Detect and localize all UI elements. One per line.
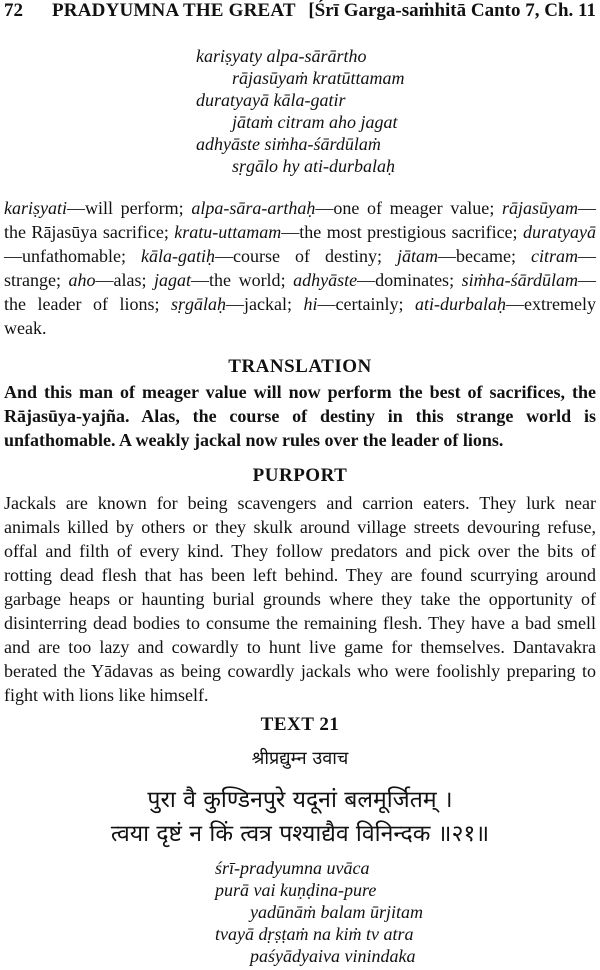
synonym-term: kāla-gatiḥ <box>140 246 215 266</box>
synonym-meaning: dominates <box>375 270 450 290</box>
speaker-line-devanagari: श्रीप्रद्युम्न उवाच <box>251 748 349 769</box>
book-title: PRADYUMNA THE GREAT <box>52 0 296 21</box>
synonym-meaning: alas <box>113 270 142 290</box>
synonym-term: hi <box>303 294 318 314</box>
synonym-meaning: course of destiny <box>232 246 377 266</box>
synonym-term: siṁha-śārdūlam <box>461 270 578 290</box>
synonym-term: citram <box>530 246 578 266</box>
verse-line: purā vai kuṇḍina-pure <box>215 880 377 900</box>
synonym-term: sṛgālaḥ <box>170 294 226 314</box>
synonym-meaning: will perform <box>85 198 179 218</box>
synonym-term: jagat <box>154 270 192 290</box>
verse-line: yadūnāṁ balam ūrjitam <box>250 902 423 922</box>
translation-text: And this man of meager value will now perform the best of sacrifices, the Rājasūya-yajña. Alas, the course of destiny in this strange world is unfathomable. A weakly jackal now rules over the leader of lions. <box>4 382 596 450</box>
verse-line: sṛgālo hy ati-durbalaḥ <box>232 156 396 176</box>
synonym-meaning: the leader of lions <box>4 294 155 314</box>
verse-line: śrī-pradyumna uvāca <box>215 858 370 878</box>
synonym-term: jātam <box>396 246 438 266</box>
synonym-meaning: the world <box>209 270 281 290</box>
synonym-meaning: the most prestigious sacrifice <box>299 222 513 242</box>
synonym-meaning: the Rājasūya sacrifice <box>4 222 164 242</box>
synonym-term: aho <box>68 270 96 290</box>
synonym-meaning: extremely weak <box>4 294 596 338</box>
running-header <box>4 0 596 26</box>
synonym-term: kariṣyati <box>4 198 67 218</box>
translation-heading: TRANSLATION <box>228 356 372 377</box>
text-number-heading: TEXT 21 <box>260 714 340 735</box>
synonym-meaning: unfathomable <box>22 246 121 266</box>
verse-line: kariṣyaty alpa-sārārtho <box>196 46 367 66</box>
verse-line: paśyādyaiva vinindaka <box>250 946 416 966</box>
devanagari-line: त्वया दृष्टं न किं त्वत्र पश्याद्यैव विनिन्दक ॥२१॥ <box>110 821 490 847</box>
verse-line: duratyayā kāla-gatir <box>196 90 346 110</box>
synonym-term: kratu-uttamam <box>174 222 282 242</box>
synonym-term: adhyāste <box>293 270 358 290</box>
synonym-term: ati-durbalaḥ <box>415 294 507 314</box>
verse-line: adhyāste siṁha-śārdūlaṁ <box>196 134 381 154</box>
purport-heading: PURPORT <box>252 465 348 486</box>
synonym-term: rājasūyam <box>502 198 578 218</box>
verse-line: tvayā dṛṣṭaṁ na kiṁ tv atra <box>215 924 414 944</box>
synonym-meaning: certainly <box>335 294 399 314</box>
verse-line: rājasūyaṁ kratūttamam <box>232 68 405 88</box>
synonym-term: duratyayā <box>523 222 596 242</box>
verse-line: jātaṁ citram aho jagat <box>232 112 398 132</box>
page-number: 72 <box>4 0 23 21</box>
purport-text: Jackals are known for being scavengers and carrion eaters. They lurk near animals killed by others or they skulk around village streets devouring refuse, offal and filth of every kind. They follow predators and pick over the bits of rotting dead flesh that has been left behind. They are found scurrying around garbage heaps or haunting burial grounds where they take the opportunity of disinterring dead bodies to consume the remaining flesh. They have a bad smell and are too lazy and cowardly to hunt live game for themselves. Dantavakra berated the Yādavas as being cowardly jackals who were foolishly preparing to fight with lions like himself. <box>4 493 596 705</box>
synonym-meaning: jackal <box>244 294 287 314</box>
synonym-meaning: one of meager value <box>333 198 490 218</box>
devanagari-line: पुरा वै कुण्डिनपुरे यदूनां बलमूर्जितम् । <box>147 787 453 813</box>
chapter-reference: [Śrī Garga-saṁhitā Canto 7, Ch. 11 <box>308 0 596 21</box>
synonym-meaning: became <box>456 246 511 266</box>
synonym-meaning: strange <box>4 270 56 290</box>
word-for-word-synonyms: kariṣyati—will perform; alpa-sāra-arthaḥ—one of meager value; rājasūyam—the Rājasūya sacrifice; kratu-uttamam—the most prestigious sacrifice; duratyayā—unfathomable; kāla-gatiḥ—course of destiny; jātam—became; citram—strange; aho—alas; jagat—the world; adhyāste—dominates; siṁha-śārdūlam—the leader of lions; sṛgālaḥ—jackal; hi—certainly; ati-durbalaḥ—extremely weak. <box>4 198 596 338</box>
synonym-term: alpa-sāra-arthaḥ <box>191 198 316 218</box>
